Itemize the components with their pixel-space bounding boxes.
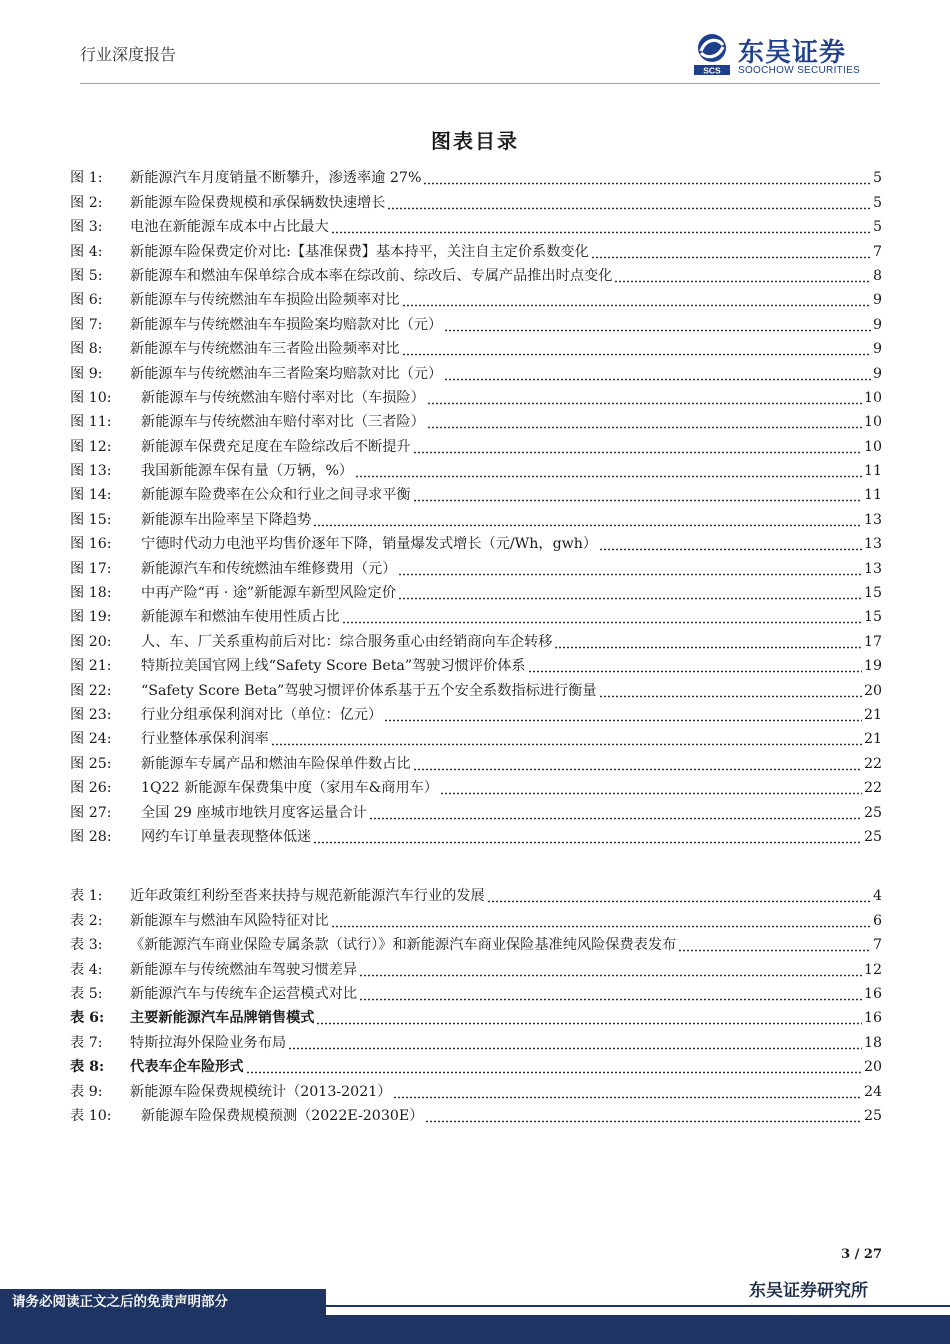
dot-leader — [427, 389, 862, 405]
table-entry-label: 表 1: — [70, 888, 103, 905]
dot-leader — [413, 755, 862, 771]
figure-entry[interactable] — [70, 554, 882, 578]
dot-leader — [423, 169, 871, 185]
figure-entry-title: 新能源车和燃油车保单综合成本率在综改前、综改后、专属产品推出时点变化 — [130, 267, 613, 284]
dot-leader — [393, 1083, 861, 1099]
header-divider — [80, 83, 880, 84]
figure-entry-page: 10 — [863, 438, 882, 455]
table-entry[interactable] — [70, 1102, 882, 1126]
figure-entry-title: 新能源车和燃油车使用性质占比 — [141, 609, 340, 626]
dot-leader — [316, 1009, 861, 1025]
table-entry-title: 特斯拉海外保险业务布局 — [130, 1034, 287, 1051]
dot-leader — [444, 365, 871, 381]
figure-entry[interactable] — [70, 408, 882, 432]
dot-leader — [246, 1058, 862, 1074]
figure-entry-page: 19 — [863, 658, 882, 675]
dot-leader — [369, 804, 862, 820]
page-number: 3 / 27 — [841, 1247, 882, 1262]
table-entry-page: 4 — [872, 888, 882, 905]
figure-entry-title: 我国新能源车保有量（万辆，%） — [141, 463, 354, 480]
figure-entry-label: 图 26: — [70, 780, 112, 797]
figure-entry-page: 7 — [872, 243, 882, 260]
figure-entry-page: 25 — [863, 828, 882, 845]
logo-mark-text: SCS — [703, 65, 721, 76]
figure-entry-page: 9 — [872, 292, 882, 309]
figure-entry-title: 新能源车保费充足度在车险综改后不断提升 — [141, 438, 411, 455]
dot-leader — [427, 413, 862, 429]
table-entry[interactable] — [70, 1077, 882, 1101]
figure-entry-page: 9 — [872, 341, 882, 358]
research-institute-name: 东吴证券研究所 — [749, 1281, 868, 1301]
dot-leader — [387, 194, 871, 210]
dot-leader — [528, 657, 862, 673]
figure-entry-title: 全国 29 座城市地铁月度客运量合计 — [141, 804, 367, 821]
figure-entry[interactable] — [70, 335, 882, 359]
dot-leader — [591, 243, 871, 259]
figure-entry-title: 新能源车与传统燃油车赔付率对比（车损险） — [141, 389, 425, 406]
figure-entry-page: 9 — [872, 365, 882, 382]
figure-entry-label: 图 7: — [70, 316, 103, 333]
figure-entry-page: 25 — [863, 804, 882, 821]
figure-entry-page: 17 — [863, 633, 882, 650]
table-entry-page: 16 — [863, 1010, 882, 1027]
figure-entry[interactable] — [70, 774, 882, 798]
figure-entry-page: 11 — [863, 487, 882, 504]
dot-leader — [359, 961, 862, 977]
table-entry-title: 新能源车险保费规模预测（2022E-2030E） — [141, 1107, 424, 1124]
table-entry-label: 表 3: — [70, 937, 103, 954]
figure-entry-label: 图 28: — [70, 828, 112, 845]
dot-leader — [487, 887, 871, 903]
figure-entry-page: 21 — [863, 731, 882, 748]
figure-entry[interactable] — [70, 701, 882, 725]
figure-entry-title: 新能源车与传统燃油车车损险案均赔款对比（元） — [130, 316, 443, 333]
table-entry-title: 新能源车与传统燃油车驾驶习惯差异 — [130, 961, 358, 978]
table-entry[interactable] — [70, 1053, 882, 1077]
figure-entry[interactable] — [70, 530, 882, 554]
figure-entry-label: 图 4: — [70, 243, 103, 260]
dot-leader — [614, 267, 871, 283]
logo-chinese-name: 东吴证券 — [738, 38, 847, 68]
table-entry-page: 16 — [863, 985, 882, 1002]
figure-entry-title: 宁德时代动力电池平均售价逐年下降，销量爆发式增长（元/Wh，gwh） — [141, 536, 598, 553]
table-entry-label: 表 7: — [70, 1034, 103, 1051]
dot-leader — [313, 511, 862, 527]
dot-leader — [599, 535, 862, 551]
dot-leader — [402, 291, 871, 307]
figure-entry[interactable] — [70, 505, 882, 529]
figure-entry-label: 图 11: — [70, 414, 112, 431]
figure-entry-label: 图 23: — [70, 706, 112, 723]
figure-entry-page: 21 — [863, 706, 882, 723]
dot-leader — [331, 218, 871, 234]
figure-entry-page: 20 — [863, 682, 882, 699]
figure-entry[interactable] — [70, 164, 882, 188]
figure-entry-title: 1Q22 新能源车保费集中度（家用车&商用车） — [141, 780, 439, 797]
figure-entry[interactable] — [70, 579, 882, 603]
figure-entry-page: 13 — [863, 536, 882, 553]
figure-entry-page: 13 — [863, 560, 882, 577]
figure-entry-title: 新能源车与传统燃油车三者险出险频率对比 — [130, 341, 400, 358]
table-entry-label: 表 9: — [70, 1083, 103, 1100]
table-entry-title: 新能源汽车与传统车企运营模式对比 — [130, 985, 358, 1002]
figure-entry-title: 新能源车险保费定价对比:【基准保费】基本持平，关注自主定价系数变化 — [130, 243, 589, 260]
figure-entry-page: 22 — [863, 755, 882, 772]
dot-leader — [425, 1107, 862, 1123]
figure-entry[interactable] — [70, 384, 882, 408]
dot-leader — [271, 730, 862, 746]
figure-entry[interactable] — [70, 603, 882, 627]
toc-title: 图表目录 — [431, 129, 519, 153]
table-entry-title: 《新能源汽车商业保险专属条款（试行）》和新能源汽车商业保险基准纯风险保费表发布 — [130, 937, 677, 954]
figure-entry[interactable] — [70, 359, 882, 383]
table-entry[interactable] — [70, 980, 882, 1004]
table-entry[interactable] — [70, 1028, 882, 1052]
table-entry[interactable] — [70, 1004, 882, 1028]
dot-leader — [331, 912, 871, 928]
dot-leader — [554, 633, 861, 649]
figure-entry-page: 22 — [863, 780, 882, 797]
table-entry-page: 7 — [872, 937, 882, 954]
figure-entry-label: 图 9: — [70, 365, 103, 382]
figure-entry-page: 11 — [863, 463, 882, 480]
table-entry-label: 表 6: — [70, 1010, 105, 1027]
figure-entry-title: 新能源车与传统燃油车三者险案均赔款对比（元） — [130, 365, 443, 382]
figure-entry-title: 新能源车专属产品和燃油车险保单件数占比 — [141, 755, 411, 772]
dot-leader — [355, 462, 862, 478]
figure-entry-label: 图 21: — [70, 658, 112, 675]
figure-entry-title: 人、车、厂关系重构前后对比：综合服务重心由经销商向车企转移 — [141, 633, 553, 650]
table-entry-title: 新能源车险保费规模统计（2013-2021） — [130, 1083, 392, 1100]
table-entry-title: 主要新能源汽车品牌销售模式 — [130, 1010, 315, 1027]
figure-entry-label: 图 19: — [70, 609, 112, 626]
figure-entry-title: 新能源汽车和传统燃油车维修费用（元） — [141, 560, 397, 577]
table-entry-page: 12 — [863, 961, 882, 978]
figure-entry[interactable] — [70, 725, 882, 749]
table-entry-label: 表 4: — [70, 961, 103, 978]
table-entry-label: 表 10: — [70, 1107, 112, 1124]
figure-entry[interactable] — [70, 652, 882, 676]
figure-entry[interactable] — [70, 798, 882, 822]
figure-entry[interactable] — [70, 310, 882, 334]
figure-entry-label: 图 20: — [70, 633, 112, 650]
figure-entry-page: 13 — [863, 511, 882, 528]
figure-entry[interactable] — [70, 749, 882, 773]
table-entry[interactable] — [70, 955, 882, 979]
figure-entry[interactable] — [70, 432, 882, 456]
figure-entry-title: “Safety Score Beta”驾驶习惯评价体系基于五个安全系数指标进行衡量 — [141, 682, 597, 699]
figure-entry[interactable] — [70, 481, 882, 505]
figure-entry-page: 8 — [872, 267, 882, 284]
dot-leader — [444, 316, 871, 332]
logo-english-name: SOOCHOW SECURITIES — [738, 65, 861, 76]
figure-entry-page: 9 — [872, 316, 882, 333]
figure-entry-label: 图 17: — [70, 560, 112, 577]
table-list — [70, 882, 882, 1126]
figure-entry-title: 新能源车险保费规模和承保辆数快速增长 — [130, 194, 386, 211]
table-entry-page: 18 — [863, 1034, 882, 1051]
dot-leader — [398, 560, 862, 576]
dot-leader — [359, 985, 862, 1001]
figure-entry[interactable] — [70, 286, 882, 310]
dot-leader — [413, 486, 862, 502]
dot-leader — [342, 608, 862, 624]
dot-leader — [402, 340, 871, 356]
report-type-label: 行业深度报告 — [80, 45, 177, 64]
table-entry[interactable] — [70, 906, 882, 930]
table-entry-page: 25 — [863, 1107, 882, 1124]
figure-entry-page: 5 — [872, 219, 882, 236]
figure-entry[interactable] — [70, 213, 882, 237]
figure-entry[interactable] — [70, 188, 882, 212]
figure-entry-title: 新能源车与传统燃油车车损险出险频率对比 — [130, 292, 400, 309]
figure-entry-label: 图 13: — [70, 463, 112, 480]
table-entry-page: 20 — [863, 1059, 882, 1076]
figure-entry-title: 新能源车与传统燃油车赔付率对比（三者险） — [141, 414, 425, 431]
company-logo — [692, 32, 882, 80]
figure-entry[interactable] — [70, 676, 882, 700]
figure-entry[interactable] — [70, 457, 882, 481]
figure-entry-title: 中再产险“再 · 途”新能源车新型风险定价 — [141, 585, 397, 602]
table-entry-label: 表 8: — [70, 1059, 105, 1076]
dot-leader — [599, 682, 862, 698]
table-entry[interactable] — [70, 882, 882, 906]
figure-entry-title: 行业整体承保利润率 — [141, 731, 269, 748]
figure-entry-title: 新能源车出险率呈下降趋势 — [141, 511, 312, 528]
table-entry-page: 6 — [872, 912, 882, 929]
table-entry-title: 近年政策红利纷至沓来扶持与规范新能源汽车行业的发展 — [130, 888, 485, 905]
figure-entry-label: 图 10: — [70, 389, 112, 406]
figure-entry-page: 15 — [863, 585, 882, 602]
figure-entry-page: 10 — [863, 414, 882, 431]
table-entry-label: 表 2: — [70, 912, 103, 929]
figure-entry-label: 图 25: — [70, 755, 112, 772]
dot-leader — [384, 706, 862, 722]
logo-mark-icon — [692, 32, 732, 76]
figure-entry-label: 图 5: — [70, 267, 103, 284]
figure-entry-title: 网约车订单量表现整体低迷 — [141, 828, 312, 845]
table-entry-page: 24 — [863, 1083, 882, 1100]
figure-entry[interactable] — [70, 237, 882, 261]
figure-entry-label: 图 8: — [70, 341, 103, 358]
figure-entry-label: 图 2: — [70, 194, 103, 211]
figure-entry-title: 新能源汽车月度销量不断攀升，渗透率逾 27% — [130, 170, 422, 187]
figure-entry-page: 5 — [872, 194, 882, 211]
figure-entry-title: 特斯拉美国官网上线“Safety Score Beta”驾驶习惯评价体系 — [141, 658, 526, 675]
disclaimer-notice: 请务必阅读正文之后的免责声明部分 — [0, 1289, 326, 1315]
dot-leader — [313, 828, 862, 844]
figure-entry-label: 图 24: — [70, 731, 112, 748]
figure-entry-page: 10 — [863, 389, 882, 406]
figure-entry-title: 电池在新能源车成本中占比最大 — [130, 219, 329, 236]
figure-entry-label: 图 18: — [70, 585, 112, 602]
figure-entry-label: 图 6: — [70, 292, 103, 309]
figure-entry[interactable] — [70, 627, 882, 651]
table-entry-title: 新能源车与燃油车风险特征对比 — [130, 912, 329, 929]
figure-entry-label: 图 22: — [70, 682, 112, 699]
figure-entry-label: 图 1: — [70, 170, 103, 187]
figure-entry-label: 图 12: — [70, 438, 112, 455]
dot-leader — [413, 438, 862, 454]
table-entry-title: 代表车企车险形式 — [130, 1059, 244, 1076]
footer-band — [0, 1315, 950, 1344]
figure-entry-label: 图 16: — [70, 536, 112, 553]
figure-entry-title: 新能源车险费率在公众和行业之间寻求平衡 — [141, 487, 411, 504]
dot-leader — [678, 936, 871, 952]
figure-entry[interactable] — [70, 262, 882, 286]
table-entry-label: 表 5: — [70, 985, 103, 1002]
figure-entry-label: 图 15: — [70, 511, 112, 528]
figure-list — [70, 164, 882, 847]
figure-entry-label: 图 27: — [70, 804, 112, 821]
figure-entry-label: 图 14: — [70, 487, 112, 504]
dot-leader — [440, 779, 862, 795]
dot-leader — [288, 1034, 862, 1050]
figure-entry[interactable] — [70, 823, 882, 847]
table-entry[interactable] — [70, 931, 882, 955]
figure-entry-page: 5 — [872, 170, 882, 187]
figure-entry-title: 行业分组承保利润对比（单位：亿元） — [141, 706, 383, 723]
dot-leader — [398, 584, 862, 600]
figure-entry-page: 15 — [863, 609, 882, 626]
figure-entry-label: 图 3: — [70, 219, 103, 236]
